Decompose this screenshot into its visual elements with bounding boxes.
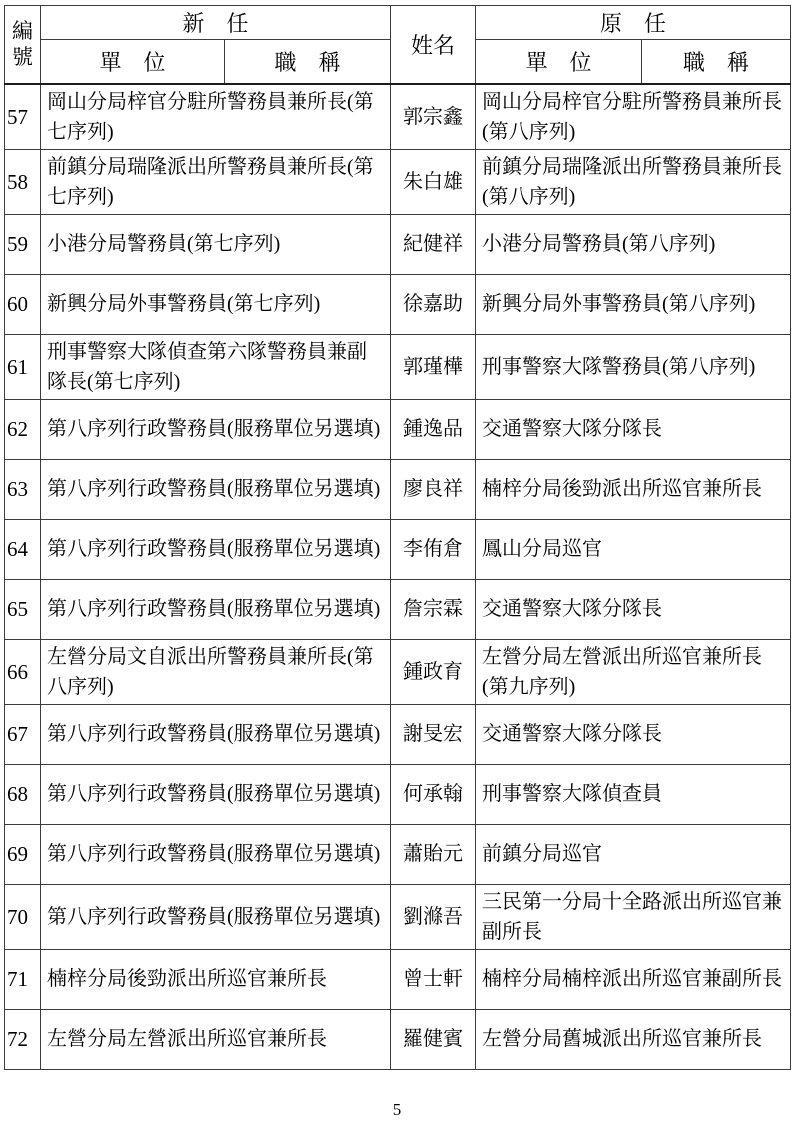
table-row bbox=[5, 824, 791, 884]
row-new-assignment: 新興分局外事警務員(第七序列) bbox=[41, 274, 391, 334]
row-new-assignment: 第八序列行政警務員(服務單位另選填) bbox=[41, 884, 391, 949]
header-row-top bbox=[5, 6, 791, 40]
row-name: 羅健賓 bbox=[391, 1009, 476, 1069]
row-new-assignment: 第八序列行政警務員(服務單位另選填) bbox=[41, 519, 391, 579]
row-old-assignment: 左營分局舊城派出所巡官兼所長 bbox=[476, 1009, 791, 1069]
table-row bbox=[5, 704, 791, 764]
table-row bbox=[5, 149, 791, 214]
row-new-assignment: 第八序列行政警務員(服務單位另選填) bbox=[41, 824, 391, 884]
table-row bbox=[5, 949, 791, 1009]
table-row bbox=[5, 764, 791, 824]
header-new-assignment: 新 任 bbox=[41, 6, 391, 40]
row-name: 徐嘉助 bbox=[391, 274, 476, 334]
row-name: 李侑倉 bbox=[391, 519, 476, 579]
personnel-table bbox=[4, 5, 791, 1070]
header-old-title: 職 稱 bbox=[642, 40, 791, 84]
row-old-assignment: 楠梓分局楠梓派出所巡官兼副所長 bbox=[476, 949, 791, 1009]
row-id: 72 bbox=[5, 1009, 41, 1069]
row-old-assignment: 前鎮分局巡官 bbox=[476, 824, 791, 884]
row-id: 61 bbox=[5, 334, 41, 399]
row-new-assignment: 第八序列行政警務員(服務單位另選填) bbox=[41, 704, 391, 764]
header-old-unit: 單 位 bbox=[476, 40, 642, 84]
table-row bbox=[5, 1009, 791, 1069]
header-name: 姓名 bbox=[391, 6, 476, 84]
row-old-assignment: 交通警察大隊分隊長 bbox=[476, 704, 791, 764]
row-name: 何承翰 bbox=[391, 764, 476, 824]
row-old-assignment: 交通警察大隊分隊長 bbox=[476, 579, 791, 639]
header-new-title: 職 稱 bbox=[225, 40, 391, 84]
row-name: 紀健祥 bbox=[391, 214, 476, 274]
row-id: 63 bbox=[5, 459, 41, 519]
row-old-assignment: 交通警察大隊分隊長 bbox=[476, 399, 791, 459]
row-old-assignment: 鳳山分局巡官 bbox=[476, 519, 791, 579]
row-name: 郭宗鑫 bbox=[391, 84, 476, 150]
table-row bbox=[5, 214, 791, 274]
row-new-assignment: 前鎮分局瑞隆派出所警務員兼所長(第七序列) bbox=[41, 149, 391, 214]
row-id: 59 bbox=[5, 214, 41, 274]
row-name: 詹宗霖 bbox=[391, 579, 476, 639]
table-header bbox=[5, 6, 791, 84]
row-old-assignment: 刑事警察大隊警務員(第八序列) bbox=[476, 334, 791, 399]
table-row bbox=[5, 459, 791, 519]
header-old-assignment: 原 任 bbox=[476, 6, 791, 40]
row-id: 67 bbox=[5, 704, 41, 764]
table-row bbox=[5, 274, 791, 334]
table-row bbox=[5, 884, 791, 949]
row-old-assignment: 前鎮分局瑞隆派出所警務員兼所長(第八序列) bbox=[476, 149, 791, 214]
row-id: 70 bbox=[5, 884, 41, 949]
row-old-assignment: 新興分局外事警務員(第八序列) bbox=[476, 274, 791, 334]
row-name: 廖良祥 bbox=[391, 459, 476, 519]
row-new-assignment: 左營分局左營派出所巡官兼所長 bbox=[41, 1009, 391, 1069]
row-new-assignment: 第八序列行政警務員(服務單位另選填) bbox=[41, 579, 391, 639]
page-number: 5 bbox=[392, 1099, 402, 1119]
row-name: 蕭貽元 bbox=[391, 824, 476, 884]
table-row bbox=[5, 579, 791, 639]
table-body bbox=[5, 84, 791, 1070]
row-new-assignment: 楠梓分局後勁派出所巡官兼所長 bbox=[41, 949, 391, 1009]
row-name: 鍾逸品 bbox=[391, 399, 476, 459]
row-old-assignment: 岡山分局梓官分駐所警務員兼所長(第八序列) bbox=[476, 84, 791, 150]
table-row bbox=[5, 399, 791, 459]
row-id: 64 bbox=[5, 519, 41, 579]
row-new-assignment: 刑事警察大隊偵查第六隊警務員兼副隊長(第七序列) bbox=[41, 334, 391, 399]
row-old-assignment: 楠梓分局後勁派出所巡官兼所長 bbox=[476, 459, 791, 519]
row-name: 曾士軒 bbox=[391, 949, 476, 1009]
row-name: 劉滌吾 bbox=[391, 884, 476, 949]
row-old-assignment: 刑事警察大隊偵查員 bbox=[476, 764, 791, 824]
row-id: 71 bbox=[5, 949, 41, 1009]
row-name: 鍾政育 bbox=[391, 639, 476, 704]
row-id: 60 bbox=[5, 274, 41, 334]
row-name: 朱白雄 bbox=[391, 149, 476, 214]
header-id: 編號 bbox=[5, 6, 41, 84]
table-row bbox=[5, 519, 791, 579]
row-name: 謝旻宏 bbox=[391, 704, 476, 764]
row-id: 66 bbox=[5, 639, 41, 704]
row-id: 62 bbox=[5, 399, 41, 459]
table-row bbox=[5, 334, 791, 399]
row-old-assignment: 小港分局警務員(第八序列) bbox=[476, 214, 791, 274]
row-name: 郭瑾樺 bbox=[391, 334, 476, 399]
row-id: 57 bbox=[5, 84, 41, 150]
row-id: 65 bbox=[5, 579, 41, 639]
row-new-assignment: 小港分局警務員(第七序列) bbox=[41, 214, 391, 274]
row-old-assignment: 三民第一分局十全路派出所巡官兼副所長 bbox=[476, 884, 791, 949]
row-new-assignment: 第八序列行政警務員(服務單位另選填) bbox=[41, 399, 391, 459]
row-new-assignment: 岡山分局梓官分駐所警務員兼所長(第七序列) bbox=[41, 84, 391, 150]
row-new-assignment: 左營分局文自派出所警務員兼所長(第八序列) bbox=[41, 639, 391, 704]
header-new-unit: 單 位 bbox=[41, 40, 225, 84]
row-id: 68 bbox=[5, 764, 41, 824]
row-new-assignment: 第八序列行政警務員(服務單位另選填) bbox=[41, 459, 391, 519]
row-new-assignment: 第八序列行政警務員(服務單位另選填) bbox=[41, 764, 391, 824]
table-row bbox=[5, 84, 791, 150]
table-row bbox=[5, 639, 791, 704]
row-id: 69 bbox=[5, 824, 41, 884]
row-old-assignment: 左營分局左營派出所巡官兼所長(第九序列) bbox=[476, 639, 791, 704]
row-id: 58 bbox=[5, 149, 41, 214]
